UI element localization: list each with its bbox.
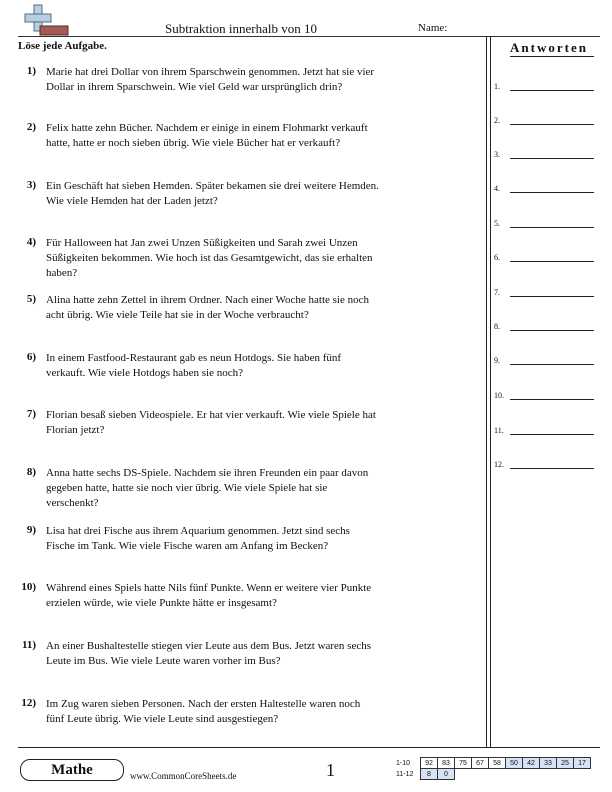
column-divider — [486, 36, 487, 747]
answer-row — [494, 79, 598, 91]
answer-blank[interactable] — [510, 468, 594, 469]
answer-row — [494, 319, 598, 331]
question-text: An einer Bushaltestelle stiegen vier Leute aus dem Bus. Jetzt waren sechs Leute im Bus. Wie viele Leute waren vorher im Bus? — [46, 640, 372, 667]
name-label: Name: — [418, 22, 448, 34]
question-text: In einem Fastfood-Restaurant gab es neun Hotdogs. Sie haben fünf verkauft. Wie viele Hotdogs haben sie noch? — [46, 352, 342, 379]
answer-blank[interactable] — [510, 158, 594, 159]
answer-row — [494, 250, 598, 262]
question-number: 11) — [21, 639, 36, 651]
answer-number: 6. — [494, 253, 500, 262]
question-number: 5) — [26, 293, 36, 305]
score-cell: 92 — [421, 758, 438, 769]
answer-row — [494, 181, 598, 193]
answer-row — [494, 423, 598, 435]
answers-heading: Antworten — [510, 40, 588, 55]
answer-row — [494, 457, 598, 469]
answer-blank[interactable] — [510, 330, 594, 331]
question-number: 1) — [26, 65, 36, 77]
answer-number: 3. — [494, 150, 500, 159]
score-cell: 17 — [574, 758, 591, 769]
answer-blank[interactable] — [510, 227, 594, 228]
answer-number: 10. — [494, 391, 504, 400]
website-link[interactable]: www.CommonCoreSheets.de — [130, 771, 237, 781]
answer-row — [494, 285, 598, 297]
question-text: Alina hatte zehn Zettel in ihrem Ordner. Nach einer Woche hatte sie noch acht übrig. Wie viele Teile hat sie in der Woche verbraucht? — [46, 294, 369, 321]
answer-row — [494, 147, 598, 159]
score-row-label: 1-10 — [396, 759, 411, 767]
question-text: Marie hat drei Dollar von ihrem Sparschwein genommen. Jetzt hat sie vier Dollar in ihrem Sparschwein. Wie viel Geld war ursprünglich drin? — [46, 66, 375, 93]
question-text: Für Halloween hat Jan zwei Unzen Süßigkeiten und Sarah zwei Unzen Süßigkeiten bekommen. Wie hoch ist das Gesamtgewicht, das sie erhalten haben? — [46, 237, 373, 279]
question-text: Felix hatte zehn Bücher. Nachdem er einige in einem Flohmarkt verkauft hatte, hatte er noch sieben übrig. Wie viele Bücher hat er verkauft? — [46, 122, 368, 149]
subject-badge: Mathe — [20, 759, 124, 781]
question-text: Florian besaß sieben Videospiele. Er hat vier verkauft. Wie viele Spiele hat Florian jetzt? — [46, 409, 376, 436]
answer-blank[interactable] — [510, 261, 594, 262]
footer-divider — [18, 747, 600, 748]
answer-blank[interactable] — [510, 90, 594, 91]
answer-row — [494, 353, 598, 365]
question-text: Im Zug waren sieben Personen. Nach der ersten Haltestelle waren noch fünf Leute übrig. Wie viele Leute sind ausgestiegen? — [46, 698, 361, 725]
score-cell: 67 — [472, 758, 489, 769]
page-title: Subtraktion innerhalb von 10 — [165, 21, 318, 36]
answer-number: 7. — [494, 288, 500, 297]
question-number: 9) — [26, 524, 36, 536]
question-text: Anna hatte sechs DS-Spiele. Nachdem sie ihren Freunden ein paar davon gegeben hatte, hatte sie noch vier übrig. Wie viele Spiele hat sie verschenkt? — [46, 467, 369, 509]
question-number: 7) — [26, 408, 36, 420]
score-table — [396, 757, 591, 780]
answer-number: 11. — [494, 426, 504, 435]
answer-number: 4. — [494, 184, 500, 193]
score-cell: 25 — [557, 758, 574, 769]
score-cell: 33 — [540, 758, 557, 769]
score-row-label: 11-12 — [396, 770, 414, 778]
score-cell: 0 — [438, 769, 455, 780]
question-number: 10) — [21, 581, 36, 593]
question-number: 2) — [26, 121, 36, 133]
score-cell: 75 — [455, 758, 472, 769]
answer-number: 1. — [494, 82, 500, 91]
answer-blank[interactable] — [510, 192, 594, 193]
answer-number: 2. — [494, 116, 500, 125]
score-cell: 42 — [523, 758, 540, 769]
question-text: Während eines Spiels hatte Nils fünf Punkte. Wenn er weitere vier Punkte erzielen würde, wie viele Punkte hätte er insgesamt? — [46, 582, 372, 609]
score-cell: 50 — [506, 758, 523, 769]
page-number: 1 — [326, 760, 335, 780]
answer-number: 8. — [494, 322, 500, 331]
answer-row — [494, 388, 598, 400]
score-row — [396, 769, 591, 780]
score-cell: 83 — [438, 758, 455, 769]
question-number: 12) — [21, 697, 36, 709]
question-text: Lisa hat drei Fische aus ihrem Aquarium genommen. Jetzt sind sechs Fische im Tank. Wie viele Fische waren am Anfang im Becken? — [46, 525, 350, 552]
question-number: 6) — [26, 351, 36, 363]
score-cell: 58 — [489, 758, 506, 769]
score-cell: 8 — [421, 769, 438, 780]
column-divider — [490, 36, 491, 747]
question-number: 4) — [26, 236, 36, 248]
question-number: 3) — [26, 179, 36, 191]
answer-number: 9. — [494, 356, 500, 365]
header-divider — [18, 36, 600, 37]
question-number: 8) — [26, 466, 36, 478]
score-row — [396, 758, 591, 769]
plus-minus-logo-icon — [18, 4, 70, 38]
question-text: Ein Geschäft hat sieben Hemden. Später bekamen sie drei weitere Hemden. Wie viele Hemden hat der Laden jetzt? — [46, 180, 379, 207]
answers-heading-underline — [510, 56, 594, 57]
instructions: Löse jede Aufgabe. — [18, 40, 107, 52]
answer-number: 12. — [494, 460, 504, 469]
answer-blank[interactable] — [510, 364, 594, 365]
answer-blank[interactable] — [510, 434, 594, 435]
answer-number: 5. — [494, 219, 500, 228]
answer-blank[interactable] — [510, 296, 594, 297]
answer-row — [494, 216, 598, 228]
answer-blank[interactable] — [510, 399, 594, 400]
answer-row — [494, 113, 598, 125]
answer-blank[interactable] — [510, 124, 594, 125]
